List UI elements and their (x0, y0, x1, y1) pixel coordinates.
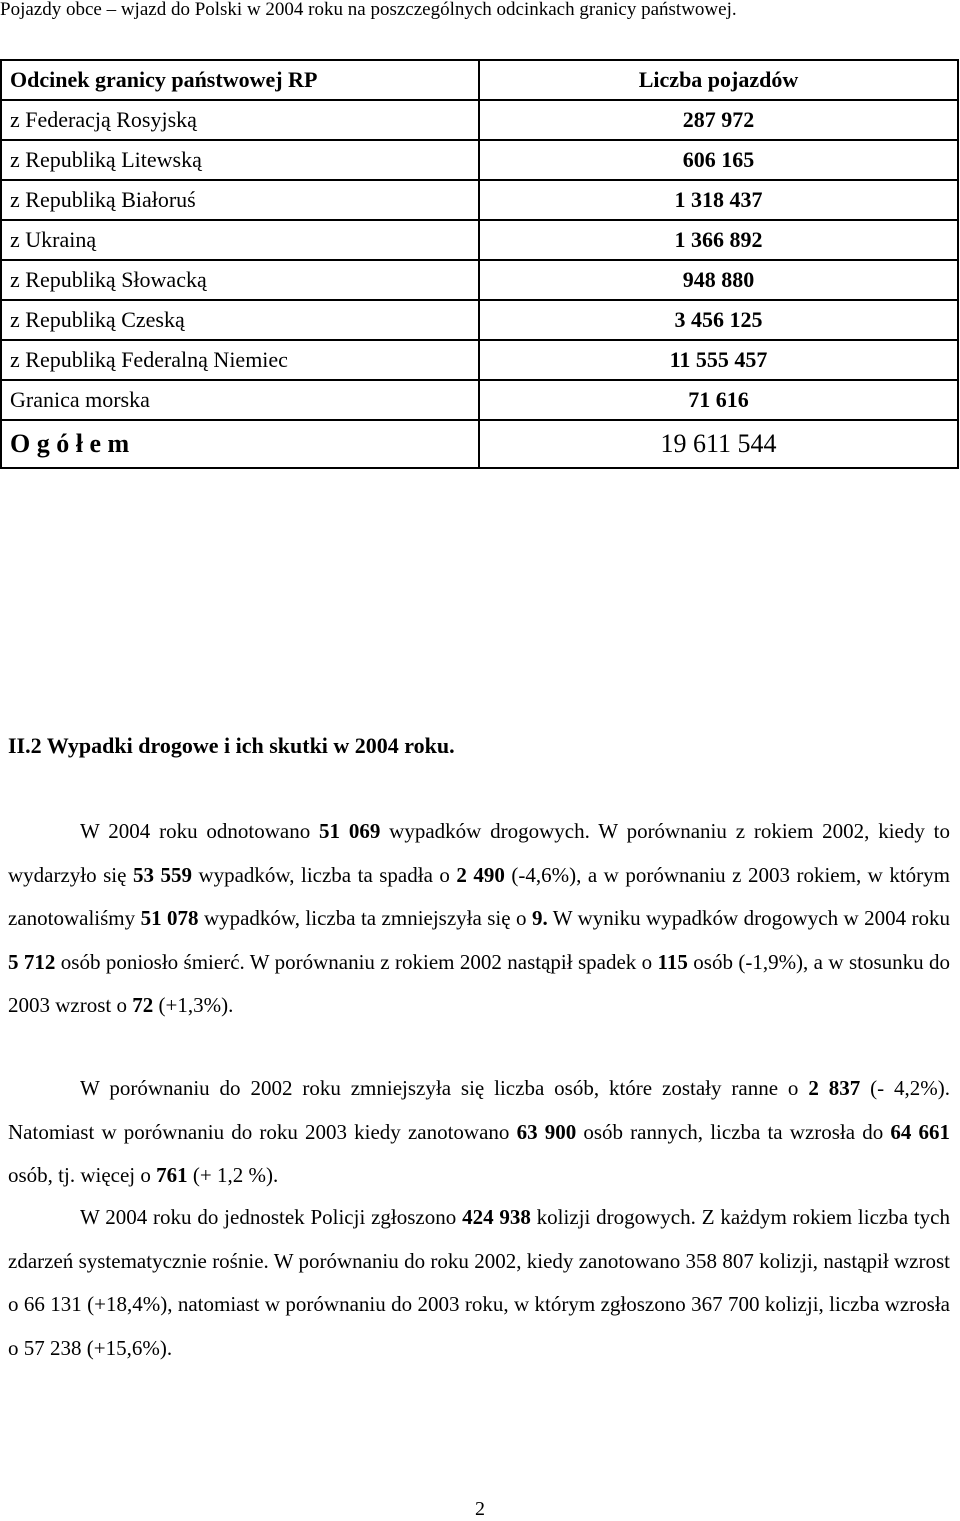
row-value: 606 165 (479, 140, 958, 180)
text-run: osób (-1,9%), a w stosunku do 2003 wzrost o (8, 949, 951, 1017)
bold-figure: 9. (531, 906, 548, 930)
table-row (1, 380, 958, 420)
paragraph-injured (8, 1067, 950, 1198)
text-run: osób rannych, liczba ta wzrosła do (576, 1119, 891, 1144)
row-label: z Republiką Litewską (1, 140, 479, 180)
row-value: 71 616 (479, 380, 958, 420)
row-value: 948 880 (479, 260, 958, 300)
row-value: 11 555 457 (479, 340, 958, 380)
bold-figure: 51 078 (140, 906, 199, 930)
text-run: W wyniku wypadków drogowych w 2004 roku (547, 906, 951, 930)
row-value: 1 366 892 (479, 220, 958, 260)
text-run: osób poniosło śmierć. W porównaniu z rokiem 2002 nastąpił spadek o (55, 949, 658, 974)
paragraph-accidents (8, 810, 950, 1028)
bold-figure: 115 (657, 949, 688, 974)
bold-figure: 72 (132, 993, 154, 1017)
text-run: osób, tj. więcej o (8, 1163, 157, 1187)
bold-figure: 64 661 (890, 1119, 951, 1144)
text-run: wypadków, liczba ta zmniejszyła się o (198, 906, 532, 930)
paragraph-collisions (8, 1196, 950, 1370)
bold-figure: 2 490 (456, 862, 505, 887)
vehicles-table (0, 59, 959, 469)
row-label: z Republiką Federalną Niemiec (1, 340, 479, 380)
total-row (1, 420, 958, 468)
text-run: (+ 1,2 %). (187, 1163, 279, 1187)
bold-figure: 2 837 (808, 1076, 861, 1100)
row-value: 3 456 125 (479, 300, 958, 340)
section-heading: II.2 Wypadki drogowe i ich skutki w 2004 roku. (8, 733, 455, 758)
text-run: (+1,3%). (153, 993, 234, 1017)
text-run: W porównaniu do 2002 roku zmniejszyła się liczba osób, które zostały ranne o (80, 1076, 809, 1100)
table-header-row (1, 60, 958, 100)
text-run: W 2004 roku odnotowano (80, 819, 320, 843)
text-run: W 2004 roku do jednostek Policji zgłoszono (80, 1205, 463, 1229)
row-value: 287 972 (479, 100, 958, 140)
text-run: (-4,6%), a w porównaniu z 2003 rokiem, w którym zanotowaliśmy (8, 862, 951, 930)
bold-figure: 63 900 (516, 1119, 577, 1144)
row-label: Granica morska (1, 380, 479, 420)
table-row (1, 100, 958, 140)
bold-figure: 53 559 (132, 862, 192, 887)
total-label: O g ó ł e m (1, 420, 479, 468)
text-run: kolizji drogowych. Z każdym rokiem liczba tych zdarzeń systematycznie rośnie. W porównaniu do roku 2002, kiedy zanotowano 358 807 kolizji, nastąpił wzrost o 66 131 (+18,4%), natomiast w porównaniu do 2003 roku, w którym zgłoszono 367 700 kolizji, liczba wzrosła o 57 238 (+15,6%). (8, 1205, 950, 1360)
text-run: wypadków drogowych. W porównaniu z rokiem 2002, kiedy to wydarzyło się (8, 819, 951, 887)
table-row (1, 340, 958, 380)
bold-figure: 424 938 (462, 1205, 531, 1229)
table-row (1, 180, 958, 220)
table-caption: Pojazdy obce – wjazd do Polski w 2004 roku na poszczególnych odcinkach granicy państwowej. (0, 0, 737, 20)
row-label: z Ukrainą (1, 220, 479, 260)
header-border-section: Odcinek granicy państwowej RP (1, 60, 479, 100)
row-value: 1 318 437 (479, 180, 958, 220)
table-row (1, 260, 958, 300)
row-label: z Republiką Słowacką (1, 260, 479, 300)
bold-figure: 51 069 (319, 819, 381, 843)
bold-figure: 5 712 (8, 949, 56, 974)
text-run: wypadków, liczba ta spadła o (191, 862, 457, 887)
text-run: (- 4,2%). Natomiast w porównaniu do roku 2003 kiedy zanotowano (8, 1076, 950, 1144)
row-label: z Republiką Białoruś (1, 180, 479, 220)
table-row (1, 140, 958, 180)
row-label: z Republiką Czeską (1, 300, 479, 340)
page-number: 2 (475, 1498, 485, 1520)
bold-figure: 761 (156, 1163, 188, 1187)
header-vehicle-count: Liczba pojazdów (479, 60, 958, 100)
row-label: z Federacją Rosyjską (1, 100, 479, 140)
table-row (1, 300, 958, 340)
table-row (1, 220, 958, 260)
total-value: 19 611 544 (479, 420, 958, 468)
